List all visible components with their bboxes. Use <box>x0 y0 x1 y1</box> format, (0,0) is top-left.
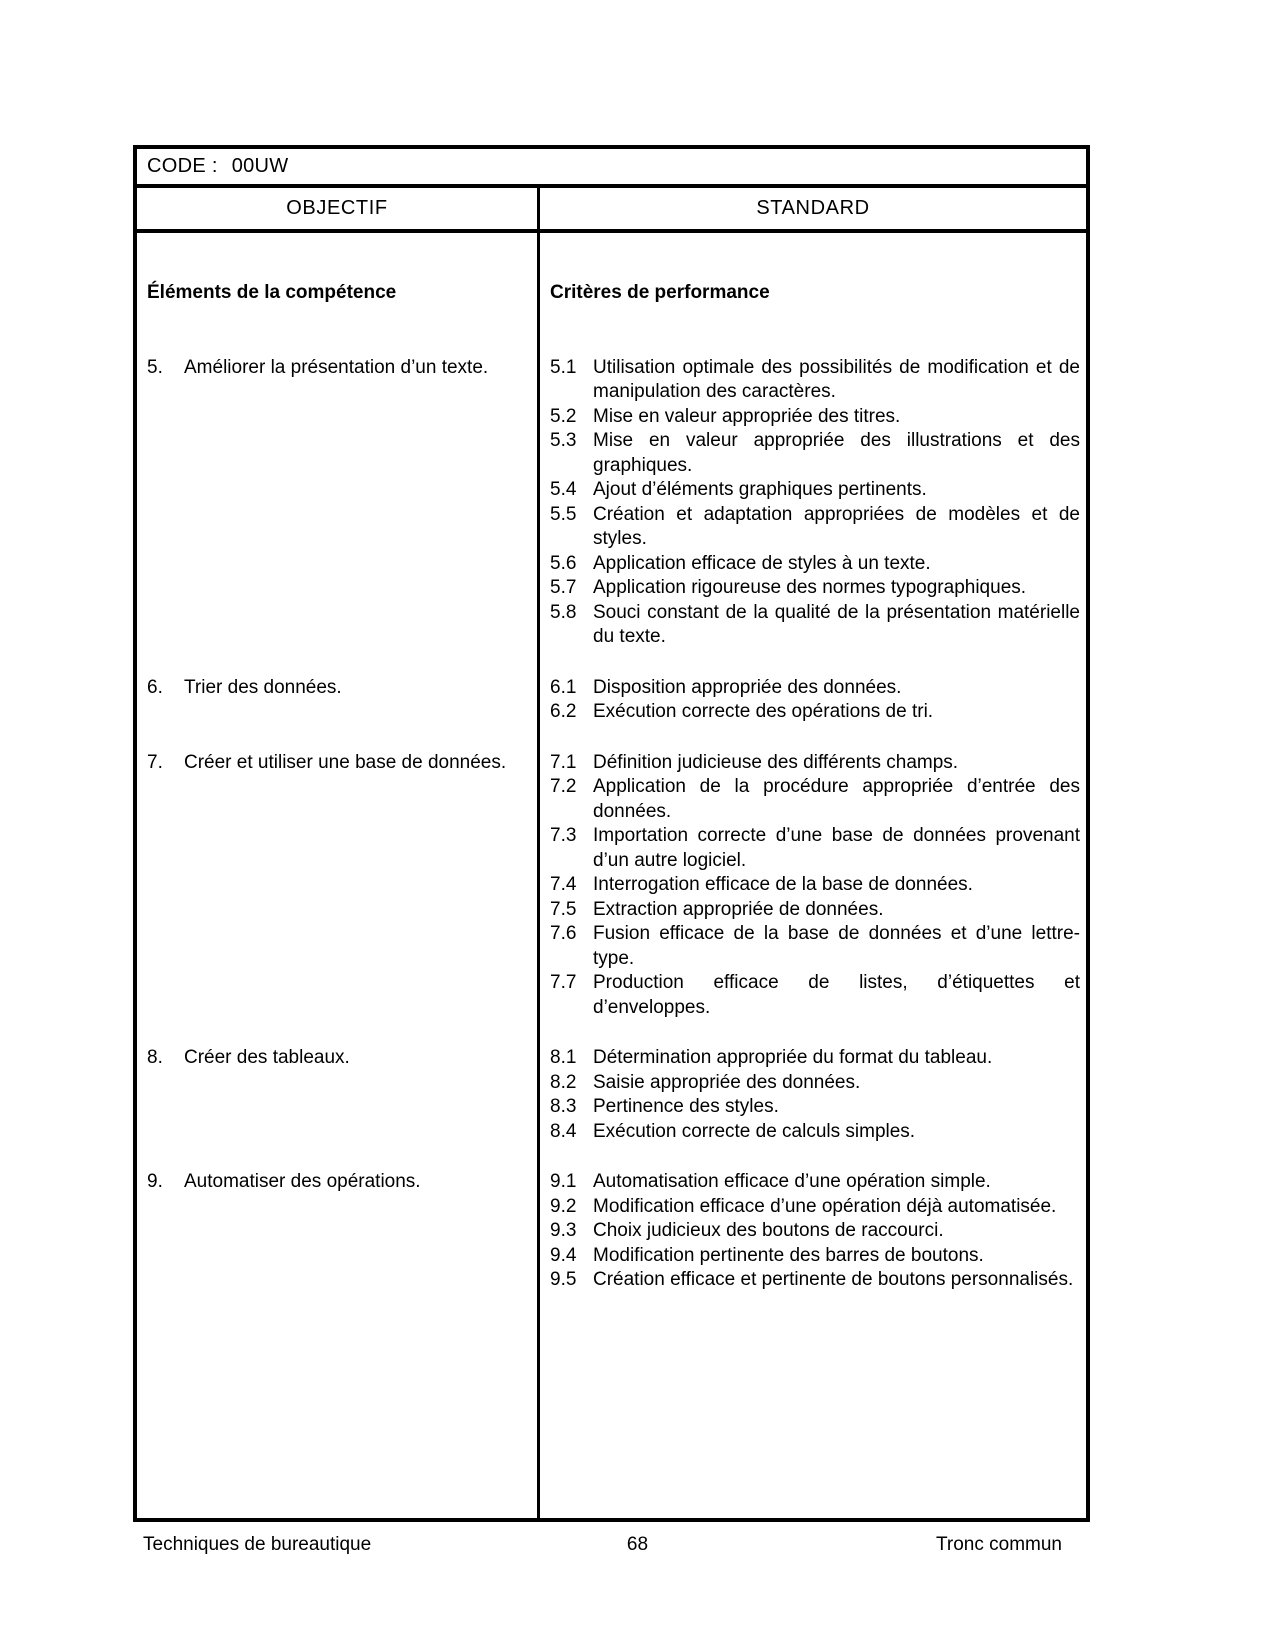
criterion-text: Création efficace et pertinente de boutons personnalisés. <box>593 1269 1074 1290</box>
objective-text: Améliorer la présentation d’un texte. <box>184 356 489 378</box>
column-header-objectif: OBJECTIF <box>286 197 388 219</box>
criterion-text: Application efficace de styles à un texte. <box>593 552 931 574</box>
criterion-item <box>550 1219 1080 1244</box>
objective-number: 8. <box>147 1047 163 1068</box>
code-label: CODE : <box>147 155 218 177</box>
criterion-number: 5.2 <box>550 405 577 427</box>
criterion-number: 7.2 <box>550 776 577 797</box>
criteria-group <box>537 1046 1086 1144</box>
criterion-item <box>550 356 1080 405</box>
criterion-number: 5.7 <box>550 577 577 598</box>
criterion-number: 7.4 <box>550 874 577 895</box>
criterion-text: Application de la procédure appropriée d’entrée des données. <box>593 776 1080 822</box>
criterion-text: Application rigoureuse des normes typographiques. <box>593 577 1027 598</box>
criterion-text: Production efficace de listes, d’étiquettes et d’enveloppes. <box>593 972 1080 1018</box>
objective-item <box>137 751 537 776</box>
objective-text: Automatiser des opérations. <box>184 1171 421 1192</box>
criterion-number: 5.4 <box>550 479 577 500</box>
criterion-text: Modification pertinente des barres de boutons. <box>593 1244 984 1266</box>
criterion-number: 8.2 <box>550 1071 577 1093</box>
criterion-item <box>550 552 1080 577</box>
objective-number: 5. <box>147 356 163 378</box>
criterion-text: Mise en valeur appropriée des titres. <box>593 405 901 427</box>
criteria-group <box>537 676 1086 725</box>
criterion-text: Saisie appropriée des données. <box>593 1071 861 1093</box>
criterion-item <box>550 971 1080 1020</box>
objective-text: Créer des tableaux. <box>184 1047 350 1068</box>
criterion-number: 8.1 <box>550 1047 577 1068</box>
criteria-group <box>537 356 1086 650</box>
criterion-item <box>550 1046 1080 1071</box>
page-footer <box>0 1533 1275 1559</box>
objective-text: Trier des données. <box>184 676 342 698</box>
criterion-text: Extraction appropriée de données. <box>593 898 884 920</box>
criterion-number: 5.3 <box>550 430 577 451</box>
criterion-number: 9.1 <box>550 1171 577 1192</box>
content-grid <box>137 281 1086 1293</box>
objective-item <box>137 356 537 381</box>
criterion-text: Utilisation optimale des possibilités de modification et de manipulation des caractères. <box>593 356 1080 402</box>
criterion-item <box>550 429 1080 478</box>
criterion-number: 7.1 <box>550 751 577 773</box>
criterion-number: 7.6 <box>550 923 577 944</box>
criterion-number: 9.2 <box>550 1195 577 1217</box>
criteria-group <box>537 1170 1086 1293</box>
criterion-number: 7.3 <box>550 825 577 846</box>
criterion-number: 9.4 <box>550 1244 577 1266</box>
criterion-text: Définition judicieuse des différents champs. <box>593 751 959 773</box>
criterion-text: Souci constant de la qualité de la présentation matérielle du texte. <box>593 601 1080 647</box>
criterion-text: Détermination appropriée du format du tableau. <box>593 1047 993 1068</box>
criterion-text: Exécution correcte des opérations de tri. <box>593 701 934 722</box>
criterion-item <box>550 405 1080 430</box>
code-row <box>137 149 1086 188</box>
column-headers-row <box>137 188 1086 233</box>
column-header-standard: STANDARD <box>537 188 1086 229</box>
criterion-text: Disposition appropriée des données. <box>593 676 902 698</box>
criterion-text: Fusion efficace de la base de données et d’une lettre-type. <box>593 923 1080 969</box>
criterion-number: 9.5 <box>550 1269 577 1290</box>
criterion-item <box>550 576 1080 601</box>
objective-item <box>137 1170 537 1195</box>
criterion-item <box>550 1095 1080 1120</box>
criterion-text: Choix judicieux des boutons de raccourci. <box>593 1220 944 1241</box>
criterion-item <box>550 1170 1080 1195</box>
page-number: 68 <box>626 1534 649 1555</box>
criterion-number: 8.4 <box>550 1120 577 1142</box>
criterion-text: Création et adaptation appropriées de modèles et de styles. <box>593 503 1080 549</box>
criterion-text: Importation correcte d’une base de données provenant d’un autre logiciel. <box>593 825 1080 871</box>
criterion-text: Ajout d’éléments graphiques pertinents. <box>593 479 927 500</box>
criterion-number: 5.5 <box>550 503 577 525</box>
criterion-item <box>550 676 1080 701</box>
objective-number: 6. <box>147 676 163 698</box>
criterion-number: 6.1 <box>550 676 577 698</box>
table-body <box>137 233 1086 1518</box>
criterion-text: Pertinence des styles. <box>593 1096 779 1117</box>
left-column-heading: Éléments de la compétence <box>147 282 397 303</box>
footer-right: Tronc commun <box>936 1534 1062 1555</box>
objective-number: 9. <box>147 1171 163 1192</box>
criterion-text: Exécution correcte de calculs simples. <box>593 1120 916 1142</box>
right-column-heading: Critères de performance <box>550 282 770 303</box>
criterion-number: 9.3 <box>550 1220 577 1241</box>
criterion-item <box>550 601 1080 650</box>
objective-item <box>137 1046 537 1071</box>
criterion-item <box>550 1120 1080 1145</box>
criterion-text: Modification efficace d’une opération déjà automatisée. <box>593 1195 1057 1217</box>
code-value: 00UW <box>231 155 289 177</box>
objective-item <box>137 676 537 701</box>
criterion-item <box>550 873 1080 898</box>
objective-number: 7. <box>147 751 163 773</box>
footer-left: Techniques de bureautique <box>143 1534 372 1555</box>
criterion-item <box>550 1244 1080 1269</box>
criterion-item <box>550 898 1080 923</box>
criterion-number: 7.7 <box>550 972 577 993</box>
criterion-number: 5.1 <box>550 356 577 378</box>
criterion-item <box>550 503 1080 552</box>
criterion-item <box>550 1268 1080 1293</box>
objective-text: Créer et utiliser une base de données. <box>184 751 507 773</box>
criterion-number: 7.5 <box>550 898 577 920</box>
criterion-text: Interrogation efficace de la base de données. <box>593 874 973 895</box>
column-divider <box>537 233 540 1518</box>
criterion-item <box>550 700 1080 725</box>
criterion-number: 8.3 <box>550 1096 577 1117</box>
criterion-number: 5.6 <box>550 552 577 574</box>
criterion-item <box>550 775 1080 824</box>
criterion-item <box>550 922 1080 971</box>
competency-table <box>133 145 1090 1522</box>
criterion-text: Mise en valeur appropriée des illustrations et des graphiques. <box>593 430 1080 476</box>
criterion-item <box>550 1195 1080 1220</box>
criteria-group <box>537 751 1086 1021</box>
criterion-item <box>550 751 1080 776</box>
criterion-text: Automatisation efficace d’une opération simple. <box>593 1171 991 1192</box>
criterion-item <box>550 824 1080 873</box>
criterion-item <box>550 478 1080 503</box>
criterion-item <box>550 1071 1080 1096</box>
criterion-number: 6.2 <box>550 701 577 722</box>
criterion-number: 5.8 <box>550 601 577 623</box>
